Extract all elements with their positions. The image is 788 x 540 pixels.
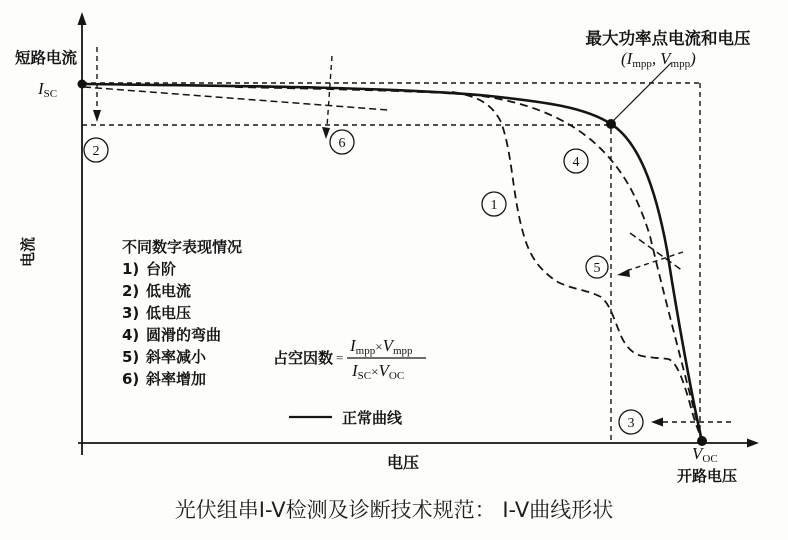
marker-2-number: 2: [92, 144, 100, 159]
marker-2: [84, 138, 108, 162]
y-axis-label: 电流: [19, 236, 37, 268]
slope-decrease-arrow-icon: [617, 269, 630, 277]
mpp-leader-line: [613, 63, 671, 121]
x-axis-label: 电压: [386, 453, 420, 472]
svg-text:低电压: 低电压: [146, 304, 192, 322]
slope-increase-arrow-icon: [322, 127, 330, 139]
marker-3-number: 3: [627, 416, 635, 431]
smooth-bend-curve-4: [235, 87, 702, 441]
mpp-coordinates: (Impp, Vmpp): [621, 49, 696, 70]
condition-item-4: [122, 326, 221, 344]
formula-numerator: Impp×Vmpp: [350, 336, 413, 357]
condition-item-5: [122, 348, 207, 366]
slope-increase-drop-line-6: [327, 56, 332, 127]
svg-text:低电流: 低电流: [146, 282, 192, 300]
marker-3: [619, 410, 643, 434]
svg-text:1): 1): [122, 260, 140, 278]
voc-symbol: VOC: [692, 444, 718, 465]
svg-text:5): 5): [122, 348, 140, 366]
svg-text:4): 4): [122, 326, 140, 344]
normal-curve-legend: [289, 409, 403, 427]
slope-increase-line-6: [84, 87, 388, 110]
svg-text:6): 6): [122, 370, 140, 388]
low-current-arrow-icon: [93, 110, 101, 122]
condition-legend-title: 不同数字表现情况: [122, 238, 243, 256]
formula-equals: =: [336, 350, 344, 365]
marker-5: [586, 256, 608, 278]
condition-item-6: [122, 370, 206, 388]
mpp-point: [606, 119, 616, 129]
voc-label: 开路电压: [676, 467, 738, 485]
y-axis-arrow-icon: [78, 12, 87, 25]
svg-text:斜率增加: 斜率增加: [146, 370, 207, 388]
condition-item-2: [122, 282, 191, 300]
marker-6-number: 6: [338, 136, 346, 151]
mpp-title: 最大功率点电流和电压: [585, 29, 751, 48]
normal-curve-legend-label: 正常曲线: [342, 409, 403, 427]
marker-4: [564, 149, 588, 173]
marker-4-number: 4: [572, 155, 580, 170]
low-voltage-arrow-icon: [651, 418, 663, 427]
marker-1-number: 1: [490, 198, 498, 213]
svg-text:2): 2): [122, 282, 140, 300]
fill-factor-formula: [273, 336, 426, 382]
condition-legend: [122, 238, 242, 388]
x-axis-arrow-icon: [747, 439, 759, 448]
marker-1: [482, 192, 506, 216]
svg-text:斜率减小: 斜率减小: [146, 348, 207, 366]
isc-symbol: ISC: [38, 79, 58, 100]
condition-item-1: [122, 260, 176, 278]
marker-5-number: 5: [593, 261, 601, 276]
figure-caption: 光伏组串I-V检测及诊断技术规范： I-V曲线形状: [174, 498, 614, 522]
formula-label: 占空因数: [273, 349, 334, 367]
svg-text:台阶: 台阶: [146, 260, 177, 278]
formula-denominator: ISC×VOC: [352, 361, 405, 382]
svg-text:3): 3): [122, 304, 140, 322]
steps-curve-1: [452, 92, 702, 439]
isc-label: 短路电流: [14, 49, 77, 67]
axes: [78, 12, 760, 455]
condition-item-3: [122, 304, 191, 322]
svg-text:圆滑的弯曲: 圆滑的弯曲: [146, 326, 222, 344]
isc-point: [78, 80, 87, 89]
marker-6: [330, 130, 354, 154]
